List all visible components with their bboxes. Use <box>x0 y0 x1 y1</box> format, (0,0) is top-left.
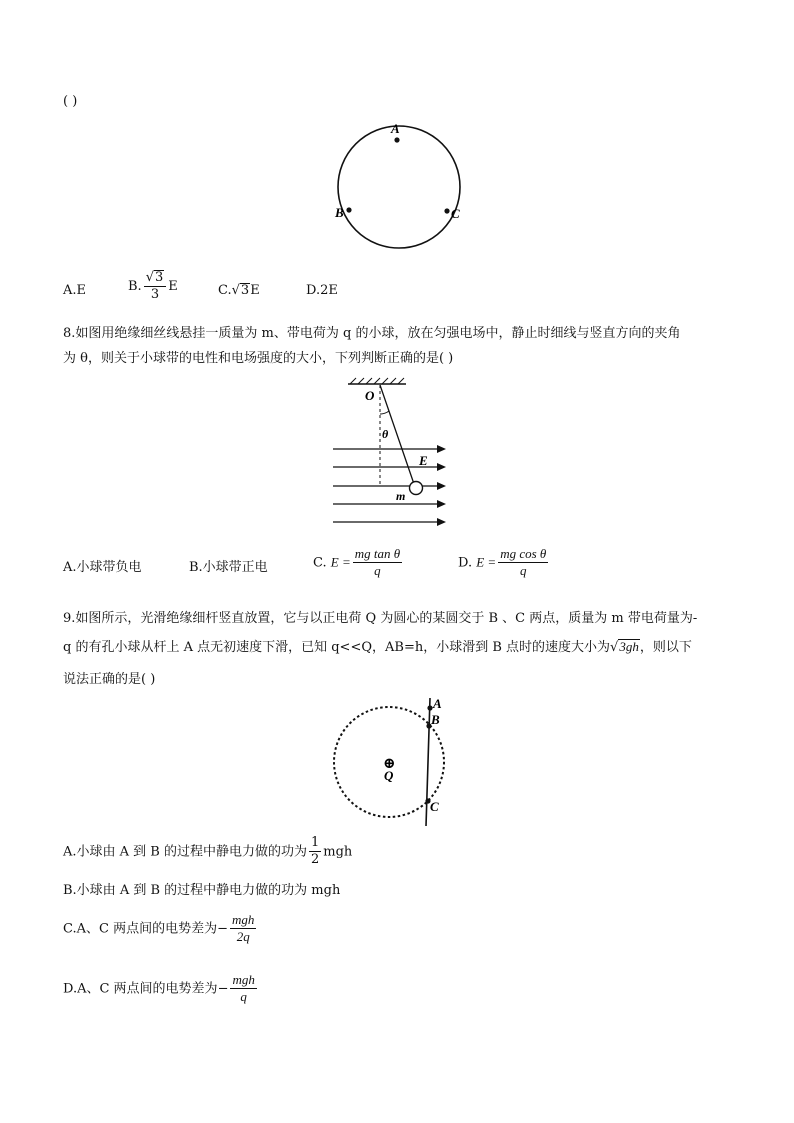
theta-label: θ <box>382 427 389 441</box>
q9-option-a: A.小球由 A 到 B 的过程中静电力做的功为 $\frac{1}{2}$ mgh <box>63 835 353 868</box>
mass-m-label: m <box>396 489 406 503</box>
ceiling-hatch <box>350 378 404 384</box>
point-c-label: C <box>451 206 460 221</box>
q8-stem-line1: 8.如图用绝缘细丝线悬挂一质量为 m、带电荷为 q 的小球，放在匀强电场中，静止时细线与竖直方向的夹角 <box>63 326 681 341</box>
point-a-label: A <box>433 696 442 711</box>
pendulum-figure <box>328 376 453 526</box>
prev-option-a: A.E <box>63 283 87 298</box>
point-a-dot <box>427 705 432 710</box>
rod-circle-figure <box>330 694 455 829</box>
ball <box>410 482 423 495</box>
charge-plus-icon: ⊕ <box>383 756 396 772</box>
q9-option-d: D.A、C 两点间的电势差为− $\frac{\text{mgh}}{q}$ <box>63 972 255 1005</box>
prev-option-d: D.2E <box>306 283 338 298</box>
field-e-label: E <box>419 453 428 468</box>
prev-option-b: B. $\frac{√3}{3}$ E <box>128 270 178 303</box>
q9-stem-line3: 说法正确的是( ) <box>63 672 156 687</box>
q9-option-b: B.小球由 A 到 B 的过程中静电力做的功为 mgh <box>63 883 341 898</box>
circle-abc-figure <box>330 118 470 253</box>
q9-stem-line2: q 的有孔小球从杆上 A 点无初速度下滑，已知 q<<Q，AB=h，小球滑到 B 点时的速度大小为√3gh，则以下 <box>63 639 692 655</box>
q8-option-c: C. E = $\frac{\text{mg tan θ}}{q}$ <box>313 546 401 579</box>
answer-bracket: ( ) <box>63 94 78 109</box>
field-arrowheads <box>437 445 446 526</box>
q9-option-c: C.A、C 两点间的电势差为− $\frac{\text{mgh}}{2q}$ <box>63 912 255 945</box>
point-b-dot <box>346 207 351 212</box>
charge-q-label: Q <box>384 768 394 783</box>
prev-option-c: C.√3E <box>218 283 260 298</box>
point-b-label: B <box>335 205 344 220</box>
q8-option-b: B.小球带正电 <box>189 560 268 575</box>
point-b-label: B <box>431 712 440 727</box>
angle-arc <box>380 411 389 414</box>
point-c-dot <box>444 208 449 213</box>
point-c-label: C <box>430 799 439 814</box>
circle <box>338 126 460 248</box>
q9-stem-line1: 9.如图所示，光滑绝缘细杆竖直放置，它与以正电荷 Q 为圆心的某圆交于 B 、C 两点，质量为 m 带电荷量为- <box>63 611 698 626</box>
point-a-dot <box>394 137 399 142</box>
point-o-label: O <box>365 388 375 403</box>
q8-stem-line2: 为 θ，则关于小球带的电性和电场强度的大小，下列判断正确的是( ) <box>63 351 454 366</box>
q8-option-d: D. E = $\frac{\text{mg cos θ}}{q}$ <box>458 546 547 579</box>
point-a-label: A <box>391 121 400 136</box>
q8-option-a: A.小球带负电 <box>63 560 142 575</box>
